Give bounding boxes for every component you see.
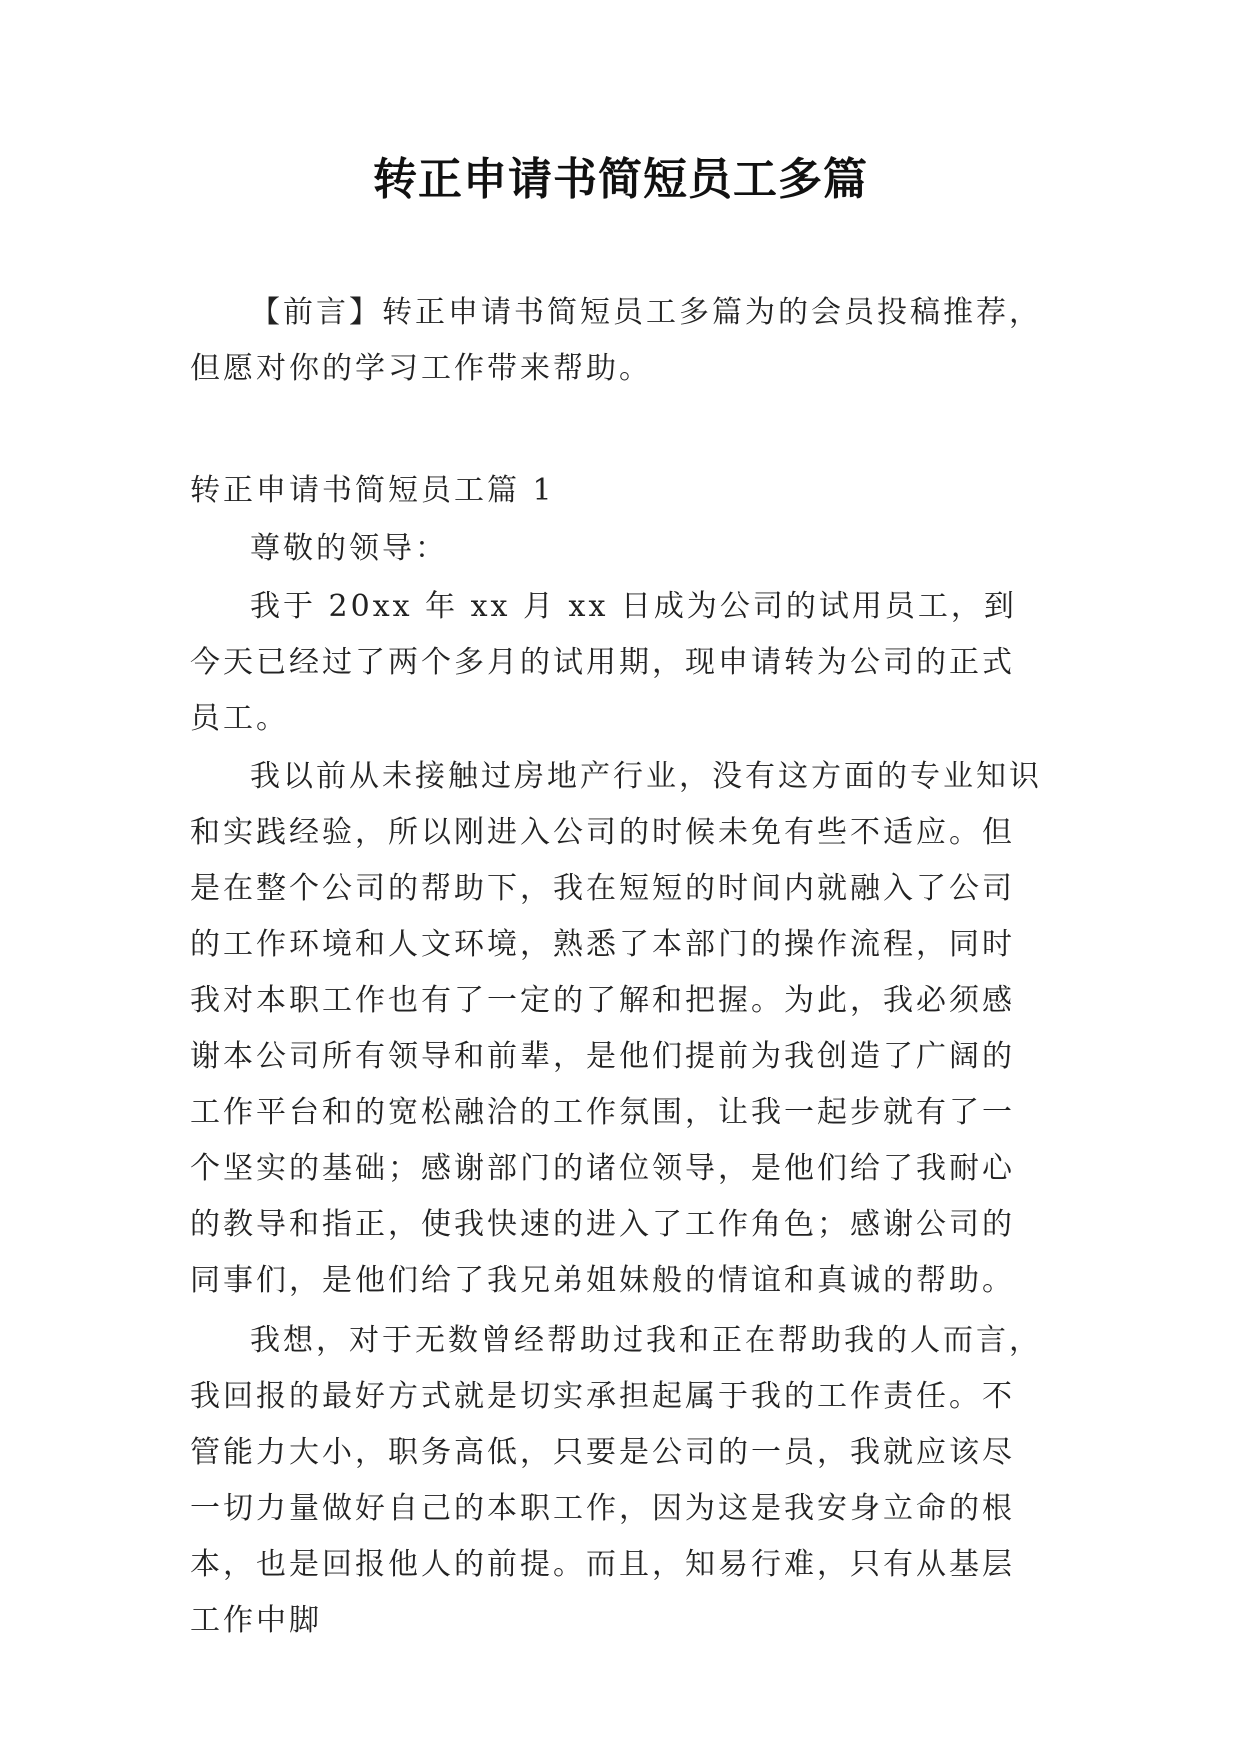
intro-paragraph: 【前言】转正申请书简短员工多篇为的会员投稿推荐，但愿对你的学习工作带来帮助。 [190, 295, 1042, 386]
body-paragraph-2: 我以前从未接触过房地产行业，没有这方面的专业知识和实践经验，所以刚进入公司的时候未免有些不适应。但是在整个公司的帮助下，我在短短的时间内就融入了公司的工作环境和人文环境，熟悉了本部门的操作流程，同时我对本职工作也有了一定的了解和把握。为此，我必须感谢本公司所有领导和前辈，是他们提前为我创造了广阔的工作平台和的宽松融洽的工作氛围，让我一起步就有了一个坚实的基础；感谢部门的诸位领导，是他们给了我耐心的教导和指正，使我快速的进入了工作角色；感谢公司的同事们，是他们给了我兄弟姐妹般的情谊和真诚的帮助。 [190, 759, 1042, 1298]
section-1 [190, 463, 1045, 1649]
intro-block [190, 285, 1045, 397]
body-paragraph-1: 我于 20xx 年 xx 月 xx 日成为公司的试用员工，到今天已经过了两个多月的试用期，现申请转为公司的正式员工。 [190, 589, 1017, 736]
document-title: 转正申请书简短员工多篇 [373, 154, 868, 205]
section-heading: 转正申请书简短员工篇 1 [190, 473, 555, 508]
salutation: 尊敬的领导： [250, 531, 448, 566]
body-paragraph-3: 我想，对于无数曾经帮助过我和正在帮助我的人而言，我回报的最好方式就是切实承担起属于我的工作责任。不管能力大小，职务高低，只要是公司的一员，我就应该尽一切力量做好自己的本职工作，因为这是我安身立命的根本，也是回报他人的前提。而且，知易行难，只有从基层工作中脚 [190, 1323, 1042, 1638]
